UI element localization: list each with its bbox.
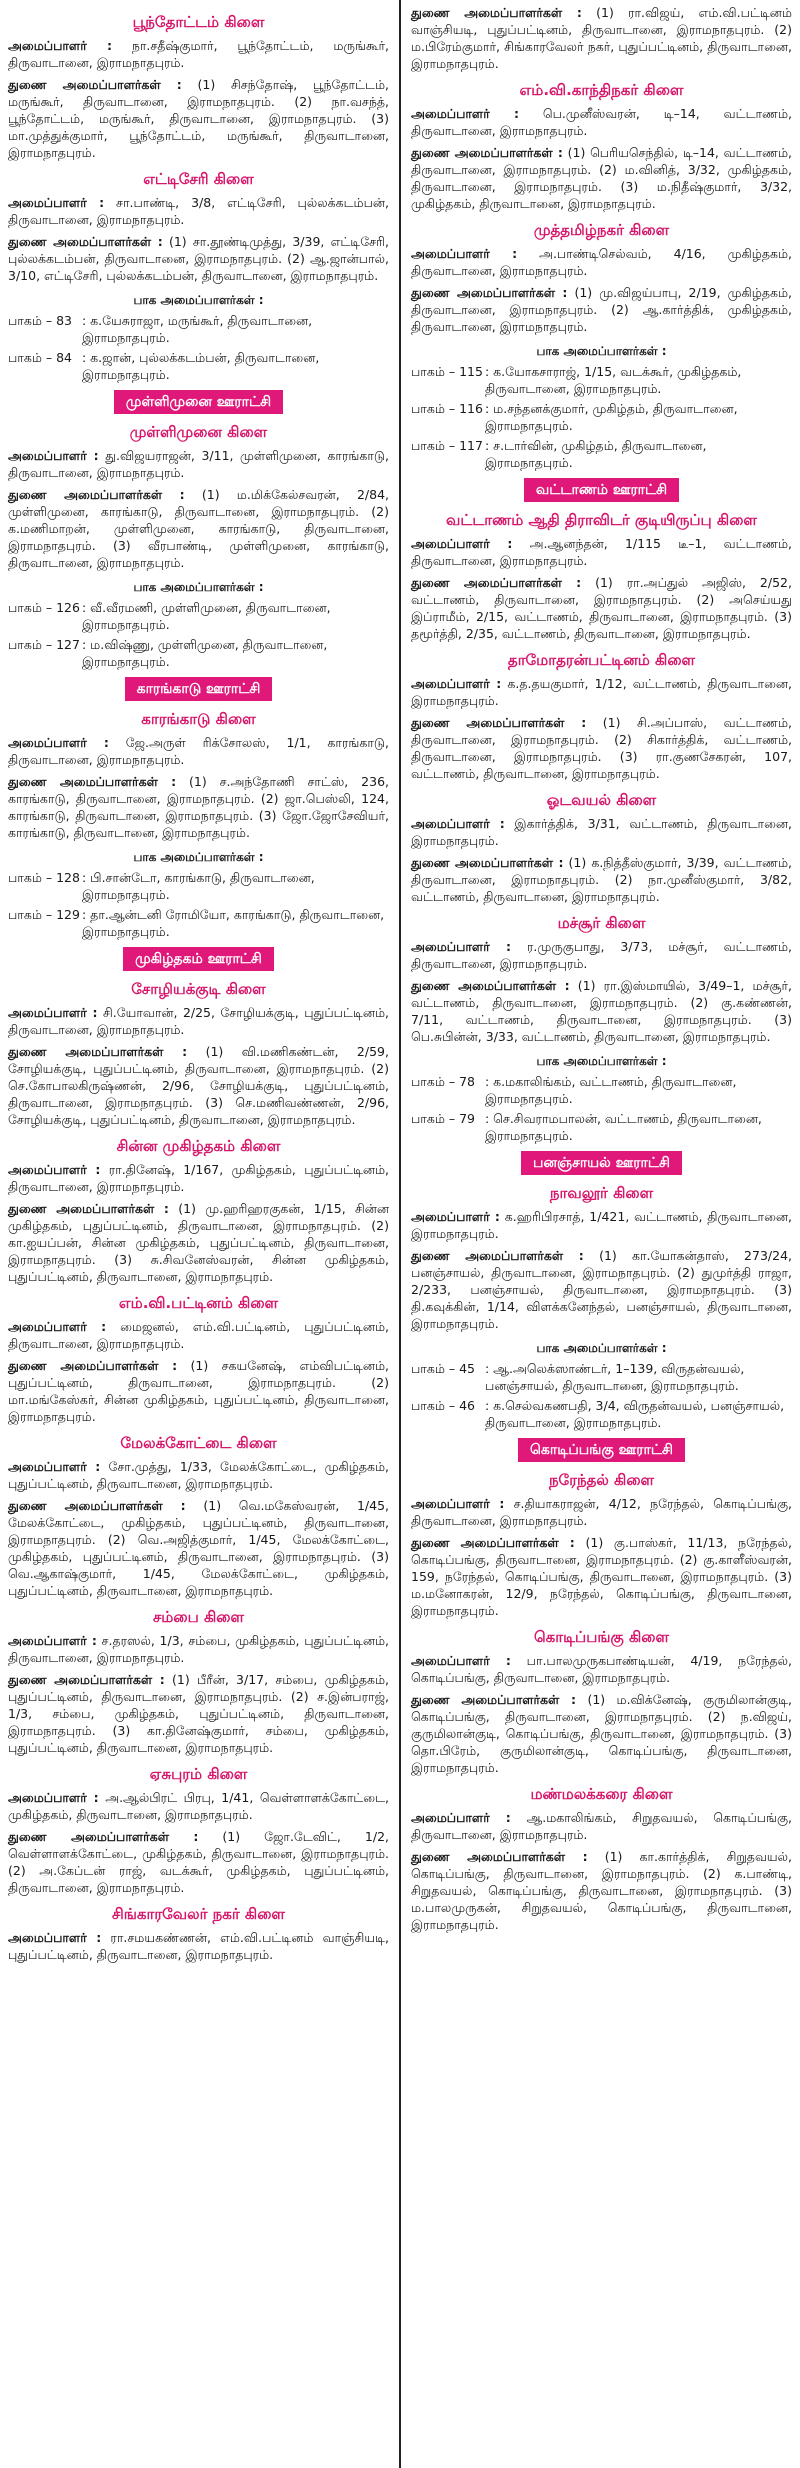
union-heading: முகிழ்தகம் ஊராட்சி — [123, 947, 274, 971]
deputies-label: துணை அமைப்பாளர்கள் : — [8, 77, 182, 92]
president-label: அமைப்பாளர் : — [411, 939, 511, 954]
ward-row — [8, 636, 389, 670]
deputies-label: துணை அமைப்பாளர்கள் : — [411, 1849, 588, 1864]
ward-heading: பாக அமைப்பாளர்கள் : — [536, 1341, 667, 1355]
ward-number: பாகம் – 116 — [411, 401, 483, 416]
ward-heading: பாக அமைப்பாளர்கள் : — [133, 580, 264, 594]
deputies-entry — [8, 1671, 389, 1756]
deputies-label: துணை அமைப்பாளர்கள் : — [8, 487, 185, 502]
president-entry — [411, 675, 792, 709]
ward-member: : ம.விஷ்ணு, முள்ளிமுனை, திருவாடானை, இராமநாதபுரம். — [82, 637, 328, 669]
ward-row — [8, 906, 389, 940]
president-entry — [411, 105, 792, 139]
ward-row — [411, 363, 792, 397]
ward-member: : ம.சந்தனக்குமார், முகிழ்தம், திருவாடானை, இராமநாதபுரம். — [485, 401, 738, 433]
ward-row — [411, 1397, 792, 1431]
deputies-entry — [411, 284, 792, 335]
deputies-label: துணை அமைப்பாளர்கள் : — [8, 1201, 169, 1216]
branch-title: நாவலூர் கிளை — [549, 1184, 654, 1202]
president-text: ரா.தினேஷ், 1/167, முகிழ்தகம், புதுப்பட்டினம், திருவாடானை, இராமநாதபுரம். — [8, 1162, 389, 1194]
president-text: அ.பாண்டிசெல்வம், 4/16, முகிழ்தகம், திருவாடானை, இராமநாதபுரம். — [411, 246, 792, 278]
ward-row — [8, 349, 389, 383]
deputies-entry — [8, 1200, 389, 1285]
deputies-label: துணை அமைப்பாளர்கள் : — [411, 1248, 584, 1263]
president-text: சி.யோவான், 2/25, சோழியக்குடி, புதுப்பட்டினம், திருவாடானை, இராமநாதபுரம். — [8, 1005, 389, 1037]
deputies-entry — [411, 977, 792, 1045]
president-entry — [8, 734, 389, 768]
president-text: ச.தியாகராஜன், 4/12, நரேந்தல், கொடிப்பங்கு, திருவாடானை, இராமநாதபுரம். — [411, 1496, 792, 1528]
branch-title: வட்டாணம் ஆதி திராவிடர் குடியிருப்பு கிளை — [446, 511, 757, 529]
deputies-text: (1) ரா.விஜய், எம்.வி.பட்டினம் வாஞ்சியடி, புதுப்பட்டினம், திருவாடானை, இராமநாதபுரம். (2) ம.பிரேம்குமார், சிங்காரவேலர் நகர், புதுப்பட்டினம், திருவாடானை, இராமநாதபுரம். — [411, 5, 792, 71]
ward-row — [8, 312, 389, 346]
president-entry — [8, 1161, 389, 1195]
ward-number: பாகம் – 79 — [411, 1111, 475, 1126]
president-label: அமைப்பாளர் : — [8, 1930, 102, 1945]
president-label: அமைப்பாளர் : — [8, 1633, 97, 1648]
deputies-text: (1) ம.மிக்கேல்சவரன், 2/84, முள்ளிமுனை, காரங்காடு, திருவாடானை, இராமநாதபுரம். (2) க.மணிமாறன், முள்ளிமுனை, காரங்காடு, திருவாடானை, இராமநாதபுரம். (3) வீரபாண்டி, முள்ளிமுனை, காரங்காடு, திருவாடானை, இராமநாதபுரம். — [8, 487, 389, 570]
deputies-entry — [8, 1043, 389, 1128]
president-entry — [8, 1632, 389, 1666]
president-label: அமைப்பாளர் : — [8, 1005, 98, 1020]
president-label: அமைப்பாளர் : — [411, 106, 519, 121]
deputies-label: துணை அமைப்பாளர்கள் : — [8, 1044, 188, 1059]
deputies-entry — [8, 486, 389, 571]
ward-row — [411, 437, 792, 471]
deputies-text: (1) கா.யோகன்தாஸ், 273/24, பனஞ்சாயல், திருவாடானை, இராமநாதபுரம். (2) துமுர்த்தி ராஜா, 2/233, பனஞ்சாயல், திருவாடானை, இராமநாதபுரம். (3) தி.கவுக்கின், 1/14, விளக்கனேந்தல், பனஞ்சாயல், திருவாடானை, இராமநாதபுரம். — [411, 1248, 793, 1331]
union-heading: கொடிப்பங்கு ஊராட்சி — [518, 1438, 685, 1462]
column-divider — [399, 0, 401, 2468]
deputies-entry — [411, 1691, 792, 1776]
president-entry — [411, 1495, 792, 1529]
president-entry — [8, 37, 389, 71]
deputies-text: (1) சகயனேஷ், எம்விபட்டினம், புதுப்பட்டினம், திருவாடானை, இராமநாதபுரம். (2) மா.மங்கேஸ்கர், சின்ன முகிழ்தகம், புதுப்பட்டினம், திருவாடானை, இராமநாதபுரம். — [8, 1358, 390, 1424]
president-label: அமைப்பாளர் : — [411, 246, 518, 261]
ward-member: : ஆ.அலெக்ஸாண்டர், 1–139, விருதன்வயல், பனஞ்சாயல், திருவாடானை, இராமநாதபுரம். — [485, 1361, 745, 1393]
ward-member: : க.யேசுராஜா, மருங்கூர், திருவாடானை, இராமநாதபுரம். — [82, 313, 313, 345]
president-label: அமைப்பாளர் : — [411, 1653, 511, 1668]
ward-member: : க.செல்வகணபதி, 3/4, விருதன்வயல், பனஞ்சாயல், திருவாடானை, இராமநாதபுரம். — [485, 1398, 785, 1430]
deputies-label: துணை அமைப்பாளர்கள் : — [8, 234, 163, 249]
branch-title: நரேந்தல் கிளை — [548, 1471, 655, 1489]
deputies-text: (1) கா.கார்த்திக், சிறுதவயல், கொடிப்பங்கு, திருவாடானை, இராமநாதபுரம். (2) க.பாண்டி, சிறுதவயல், கொடிப்பங்கு, திருவாடானை, இராமநாதபுரம். (3) ம.பாலமுருகன், சிறுதவயல், கொடிப்பங்கு, திருவாடானை, இராமநாதபுரம். — [411, 1849, 792, 1932]
deputies-entry — [8, 76, 389, 161]
ward-number: பாகம் – 117 — [411, 438, 483, 453]
deputies-label: துணை அமைப்பாளர்கள் : — [8, 1358, 178, 1373]
ward-row — [411, 1110, 792, 1144]
deputies-entry — [8, 1357, 389, 1425]
president-text: மைஜனல், எம்.வி.பட்டினம், புதுப்பட்டினம், திருவாடானை, இராமநாதபுரம். — [8, 1319, 389, 1351]
deputies-text: (1) வெ.மகேஸ்வரன், 1/45, மேலக்கோட்டை, முகிழ்தகம், புதுப்பட்டினம், திருவாடானை, இராமநாதபுரம். (2) வெ.அஜித்குமார், 1/45, மேலக்கோட்டை, முகிழ்தகம், புதுப்பட்டினம், திருவாடானை, இராமநாதபுரம். (3) வெ.ஆகாஷ்குமார், 1/45, மேலக்கோட்டை, முகிழ்தகம், புதுப்பட்டினம், திருவாடானை, இராமநாதபுரம். — [8, 1498, 390, 1598]
president-label: அமைப்பாளர் : — [8, 735, 109, 750]
ward-heading: பாக அமைப்பாளர்கள் : — [133, 293, 264, 307]
deputies-text: (1) சா.தூண்டிமுத்து, 3/39, எட்டிசேரி, புல்லக்கடம்பன், திருவாடானை, இராமநாதபுரம். (2) ஆ.ஜான்பால், 3/10, எட்டிசேரி, புல்லக்கடம்பன், திருவாடானை, இராமநாதபுரம். — [8, 234, 389, 283]
president-entry — [8, 1004, 389, 1038]
president-entry — [8, 1318, 389, 1352]
branch-title: காரங்காடு கிளை — [141, 710, 256, 728]
president-entry — [411, 938, 792, 972]
president-label: அமைப்பாளர் : — [411, 1496, 505, 1511]
president-entry — [8, 1789, 389, 1823]
union-heading: காரங்காடு ஊராட்சி — [125, 677, 273, 701]
president-text: ஜே.அருள் ரிக்சோலஸ், 1/1, காரங்காடு, திருவாடானை, இராமநாதபுரம். — [8, 735, 389, 767]
president-entry — [8, 1929, 389, 1963]
president-entry — [411, 1809, 792, 1843]
deputies-entry — [411, 574, 792, 642]
branch-title: மண்மலக்கரை கிளை — [530, 1785, 673, 1803]
deputies-label: துணை அமைப்பாளர்கள் : — [411, 978, 570, 993]
president-label: அமைப்பாளர் : — [8, 448, 99, 463]
left-column — [0, 0, 397, 2468]
deputies-label: துணை அமைப்பாளர்கள் : — [411, 575, 582, 590]
deputies-text: (1) க.நித்தீஸ்குமார், 3/39, வட்டாணம், திருவாடானை, இராமநாதபுரம். (2) நா.முனீஸ்குமார், 3/82, வட்டாணம், திருவாடானை, இராமநாதபுரம். — [411, 855, 792, 904]
president-text: ஆ.மகாலிங்கம், சிறுதவயல், கொடிப்பங்கு, திருவாடானை, இராமநாதபுரம். — [411, 1810, 793, 1842]
deputies-label: துணை அமைப்பாளர்கள் : — [411, 1692, 577, 1707]
president-label: அமைப்பாளர் : — [411, 1810, 511, 1825]
president-text: சோ.முத்து, 1/33, மேலக்கோட்டை, முகிழ்தகம், புதுப்பட்டினம், திருவாடானை, இராமநாதபுரம். — [8, 1459, 389, 1491]
president-text: ச.தரஸல், 1/3, சம்பை, முகிழ்தகம், புதுப்பட்டினம், திருவாடானை, இராமநாதபுரம். — [8, 1633, 389, 1665]
deputies-text: (1) சி.அப்பாஸ், வட்டாணம், திருவாடானை, இராமநாதபுரம். (2) சிகார்த்திக், வட்டாணம், திருவாடானை, இராமநாதபுரம். (3) ரா.குணசேகரன், 107, வட்டாணம், திருவாடானை, இராமநாதபுரம். — [411, 715, 792, 781]
deputies-text: (1) பீரீன், 3/17, சம்பை, முகிழ்தகம், புதுப்பட்டினம், திருவாடானை, இராமநாதபுரம். (2) ச.இன்பராஜ், 1/3, சம்பை, முகிழ்தகம், புதுப்பட்டினம், திருவாடானை, இராமநாதபுரம். (3) கா.தினேஷ்குமார், சம்பை, முகிழ்தகம், புதுப்பட்டினம், திருவாடானை, இராமநாதபுரம். — [8, 1672, 389, 1755]
ward-row — [8, 869, 389, 903]
president-entry — [8, 194, 389, 228]
ward-row — [411, 1360, 792, 1394]
deputies-text: (1) ரா.இஸ்மாயில், 3/49–1, மச்சூர், வட்டாணம், திருவாடானை, இராமநாதபுரம். (2) கு.கண்ணன், 7/11, வட்டாணம், திருவாடானை, இராமநாதபுரம். (3) பெ.சுபின்ன், 3/33, வட்டாணம், திருவாடானை, இராமநாதபுரம். — [411, 978, 792, 1044]
branch-title: மேலக்கோட்டை கிளை — [120, 1434, 277, 1452]
president-text: க.ஹரிபிரசாத், 1/421, வட்டாணம், திருவாடானை, இராமநாதபுரம். — [411, 1209, 792, 1241]
deputies-text: (1) வி.மணிகண்டன், 2/59, சோழியக்குடி, புதுப்பட்டினம், திருவாடானை, இராமநாதபுரம். (2) செ.கோபாலகிருஷ்ணன், 2/96, சோழியக்குடி, புதுப்பட்டினம், திருவாடானை, இராமநாதபுரம். (3) செ.மணிவண்ணன், 2/96, சோழியக்குடி, புதுப்பட்டினம், திருவாடானை, இராமநாதபுரம். — [8, 1044, 389, 1127]
ward-number: பாகம் – 78 — [411, 1074, 475, 1089]
deputies-entry — [411, 1534, 792, 1619]
deputies-label: துணை அமைப்பாளர்கள் : — [411, 1535, 575, 1550]
ward-member: : செ.சிவராமபாலன், வட்டாணம், திருவாடானை, இராமநாதபுரம். — [485, 1111, 762, 1143]
deputies-entry — [8, 773, 389, 841]
ward-row — [411, 1073, 792, 1107]
president-label: அமைப்பாளர் : — [411, 536, 513, 551]
ward-heading: பாக அமைப்பாளர்கள் : — [133, 850, 264, 864]
deputies-label: துணை அமைப்பாளர்கள் : — [411, 715, 587, 730]
branch-title: சம்பை கிளை — [153, 1608, 244, 1626]
deputies-text: (1) பெரியசெந்தில், டி–14, வட்டாணம், திருவாடானை, இராமநாதபுரம். (2) ம.வினித், 3/32, முகிழ்தகம், திருவாடானை, இராமநாதபுரம். (3) ம.நிதீஷ்குமார், 3/32, முகிழ்தகம், திருவாடானை, இராமநாதபுரம். — [411, 145, 792, 211]
president-label: அமைப்பாளர் : — [411, 676, 502, 691]
branch-title: சிங்காரவேலர் நகர் கிளை — [112, 1905, 285, 1923]
deputies-text: (1) சிசந்தோஷ், பூந்தோட்டம், மருங்கூர், திருவாடானை, இராமநாதபுரம். (2) நா.வசந்த், பூந்தோட்டம், மருங்கூர், திருவாடானை, இராமநாதபுரம். (3) மா.முத்துக்குமார், பூந்தோட்டம், மருங்கூர், திருவாடானை, இராமநாதபுரம். — [8, 77, 389, 160]
deputies-entry — [411, 4, 792, 72]
deputies-label: துணை அமைப்பாளர்கள் : — [411, 285, 568, 300]
deputies-text: (1) மு.ஹரிஹரகுகன், 1/15, சின்ன முகிழ்தகம், புதுப்பட்டினம், திருவாடானை, இராமநாதபுரம். (2) கா.ஐயப்பன், சின்ன முகிழ்தகம், புதுப்பட்டினம், திருவாடானை, இராமநாதபுரம். (3) சு.சிவனேஸ்வரன், சின்ன முகிழ்தகம், புதுப்பட்டினம், திருவாடானை, இராமநாதபுரம். — [8, 1201, 390, 1284]
president-text: து.விஜயராஜன், 3/11, முள்ளிமுனை, காரங்காடு, திருவாடானை, இராமநாதபுரம். — [8, 448, 389, 480]
ward-number: பாகம் – 46 — [411, 1398, 475, 1413]
deputies-label: துணை அமைப்பாளர்கள் : — [411, 145, 563, 160]
president-text: அ.ஆல்பிரட் பிரபு, 1/41, வெள்ளாளக்கோட்டை, முகிழ்தகம், திருவாடானை, இராமநாதபுரம். — [8, 1790, 389, 1822]
president-label: அமைப்பாளர் : — [8, 195, 105, 210]
president-entry — [411, 1652, 792, 1686]
branch-title: எம்.வி.பட்டினம் கிளை — [118, 1294, 279, 1312]
ward-row — [411, 400, 792, 434]
deputies-entry — [8, 1497, 389, 1599]
branch-title: சின்ன முகிழ்தகம் கிளை — [116, 1137, 281, 1155]
ward-member: : க.மகாலிங்கம், வட்டாணம், திருவாடானை, இராமநாதபுரம். — [485, 1074, 737, 1106]
president-label: அமைப்பாளர் : — [8, 38, 112, 53]
president-entry — [411, 1208, 792, 1242]
ward-member: : வீ.வீரமணி, முள்ளிமுனை, திருவாடானை, இராமநாதபுரம். — [82, 600, 331, 632]
deputies-label: துணை அமைப்பாளர்கள் : — [8, 1829, 199, 1844]
president-text: பெ.முனீஸ்வரன், டி–14, வட்டாணம், திருவாடானை, இராமநாதபுரம். — [411, 106, 792, 138]
deputies-entry — [411, 144, 792, 212]
branch-title: எட்டிசேரி கிளை — [143, 170, 254, 188]
ward-number: பாகம் – 45 — [411, 1361, 475, 1376]
ward-number: பாகம் – 84 — [8, 350, 72, 365]
deputies-label: துணை அமைப்பாளர்கள் : — [8, 774, 177, 789]
ward-number: பாகம் – 129 — [8, 907, 80, 922]
president-label: அமைப்பாளர் : — [8, 1162, 101, 1177]
deputies-text: (1) கு.பாஸ்கர், 11/13, நரேந்தல், கொடிப்பங்கு, திருவாடானை, இராமநாதபுரம். (2) கு.காளீஸ்வரன், 159, நரேந்தல், கொடிப்பங்கு, திருவாடானை, இராமநாதபுரம். (3) ம.மனோகரன், 12/9, நரேந்தல், கொடிப்பங்கு, திருவாடானை, இராமநாதபுரம். — [411, 1535, 792, 1618]
deputies-label: துணை அமைப்பாளர்கள் : — [411, 855, 564, 870]
ward-member: : ச.டார்வின், முகிழ்தம், திருவாடானை, இராமநாதபுரம். — [485, 438, 707, 470]
president-entry — [411, 245, 792, 279]
president-text: அ.ஆனந்தன், 1/115 டீ–1, வட்டாணம், திருவாடானை, இராமநாதபுரம். — [411, 536, 792, 568]
ward-number: பாகம் – 115 — [411, 364, 483, 379]
union-heading: பனஞ்சாயல் ஊராட்சி — [521, 1151, 682, 1175]
president-entry — [411, 815, 792, 849]
deputies-entry — [411, 1848, 792, 1933]
deputies-label: துணை அமைப்பாளர்கள் : — [8, 1672, 165, 1687]
ward-heading: பாக அமைப்பாளர்கள் : — [536, 1054, 667, 1068]
president-label: அமைப்பாளர் : — [8, 1319, 107, 1334]
president-text: ரா.சமயகண்ணன், எம்.வி.பட்டினம் வாஞ்சியடி, புதுப்பட்டினம், திருவாடானை, இராமநாதபுரம். — [8, 1930, 389, 1962]
president-entry — [8, 447, 389, 481]
ward-number: பாகம் – 83 — [8, 313, 72, 328]
ward-member: : தா.ஆன்டனி ரோமியோ, காரங்காடு, திருவாடானை, இராமநாதபுரம். — [82, 907, 385, 939]
president-text: பா.பாலமுருகபாண்டியன், 4/19, நரேந்தல், கொடிப்பங்கு, திருவாடானை, இராமநாதபுரம். — [411, 1653, 793, 1685]
deputies-text: (1) ச.அந்தோணி சாட்ஸ், 236, காரங்காடு, திருவாடானை, இராமநாதபுரம். (2) ஜா.பெஸ்லி, 124, காரங்காடு, திருவாடானை, இராமநாதபுரம். (3) ஜோ.ஜோசேவியர், காரங்காடு, திருவாடானை, இராமநாதபுரம். — [8, 774, 389, 840]
deputies-entry — [8, 233, 389, 284]
deputies-label: துணை அமைப்பாளர்கள் : — [411, 5, 582, 20]
deputies-entry — [8, 1828, 389, 1896]
branch-title: முள்ளிமுனை கிளை — [129, 423, 268, 441]
union-heading: முள்ளிமுனை ஊராட்சி — [114, 390, 283, 414]
deputies-entry — [411, 714, 792, 782]
right-column — [403, 0, 800, 2468]
branch-title: முத்தமிழ்நகர் கிளை — [533, 221, 670, 239]
branch-title: மச்சூர் கிளை — [557, 914, 646, 932]
president-entry — [411, 535, 792, 569]
union-heading: வட்டாணம் ஊராட்சி — [524, 478, 679, 502]
deputies-text: (1) மு.விஜய்பாபு, 2/19, முகிழ்தகம், திருவாடானை, இராமநாதபுரம். (2) ஆ.கார்த்திக், முகிழ்தகம், திருவாடானை, இராமநாதபுரம். — [411, 285, 792, 334]
deputies-entry — [411, 1247, 792, 1332]
deputies-entry — [411, 854, 792, 905]
ward-number: பாகம் – 128 — [8, 870, 80, 885]
branch-title: ஏசுபுரம் கிளை — [149, 1765, 248, 1783]
ward-row — [8, 599, 389, 633]
president-entry — [8, 1458, 389, 1492]
branch-title: சோழியக்குடி கிளை — [131, 980, 266, 998]
deputies-text: (1) ஜோ.டேவிட், 1/2, வெள்ளாளக்கோட்டை, முகிழ்தகம், திருவாடானை, இராமநாதபுரம். (2) அ.கேப்டன் ராஜ், வடக்கூர், முகிழ்தகம், புதுப்பட்டினம், திருவாடானை, இராமநாதபுரம். — [8, 1829, 390, 1895]
ward-member: : க.ஜான், புல்லக்கடம்பன், திருவாடானை, இராமநாதபுரம். — [82, 350, 320, 382]
deputies-text: (1) ரா.அப்துல் அஜிஸ், 2/52, வட்டாணம், திருவாடானை, இராமநாதபுரம். (2) அசெய்யது இப்ராமீம், 2/15, வட்டாணம், திருவாடானை, இராமநாதபுரம். (3) தமூர்த்தி, 2/35, வட்டாணம், திருவாடானை, இராமநாதபுரம். — [411, 575, 792, 641]
president-label: அமைப்பாளர் : — [8, 1459, 101, 1474]
deputies-text: (1) ம.விக்னேஷ், குருமிலான்குடி, கொடிப்பங்கு, திருவாடானை, இராமநாதபுரம். (2) ந.விஜய், குருமிலான்குடி, கொடிப்பங்கு, திருவாடானை, இராமநாதபுரம். (3) தொ.பிரேம், குருமிலான்குடி, கொடிப்பங்கு, திருவாடானை, இராமநாதபுரம். — [411, 1692, 792, 1775]
president-label: அமைப்பாளர் : — [8, 1790, 99, 1805]
ward-number: பாகம் – 127 — [8, 637, 80, 652]
branch-title: எம்.வி.காந்திநகர் கிளை — [519, 81, 684, 99]
president-label: அமைப்பாளர் : — [411, 1209, 500, 1224]
branch-title: ஓடவயல் கிளை — [546, 791, 657, 809]
president-text: நா.சதீஷ்குமார், பூந்தோட்டம், மருங்கூர், திருவாடானை, இராமநாதபுரம். — [8, 38, 389, 70]
ward-heading: பாக அமைப்பாளர்கள் : — [536, 344, 667, 358]
ward-member: : பி.சான்டோ, காரங்காடு, திருவாடானை, இராமநாதபுரம். — [82, 870, 315, 902]
branch-title: பூந்தோட்டம் கிளை — [132, 13, 265, 31]
president-text: ர.முருகுபாது, 3/73, மச்சூர், வட்டாணம், திருவாடானை, இராமநாதபுரம். — [411, 939, 792, 971]
deputies-label: துணை அமைப்பாளர்கள் : — [8, 1498, 186, 1513]
branch-title: கொடிப்பங்கு கிளை — [534, 1628, 669, 1646]
president-text: க.த.தயகுமார், 1/12, வட்டாணம், திருவாடானை, இராமநாதபுரம். — [411, 676, 793, 708]
branch-title: தாமோதரன்பட்டினம் கிளை — [507, 651, 696, 669]
president-label: அமைப்பாளர் : — [411, 816, 505, 831]
ward-number: பாகம் – 126 — [8, 600, 80, 615]
president-text: சா.பாண்டி, 3/8, எட்டிசேரி, புல்லக்கடம்பன், திருவாடானை, இராமநாதபுரம். — [8, 195, 389, 227]
president-text: இகார்த்திக், 3/31, வட்டாணம், திருவாடானை, இராமநாதபுரம். — [411, 816, 792, 848]
ward-member: : க.யோகசாராஜ், 1/15, வடக்கூர், முகிழ்தகம், திருவாடானை, இராமநாதபுரம். — [485, 364, 742, 396]
